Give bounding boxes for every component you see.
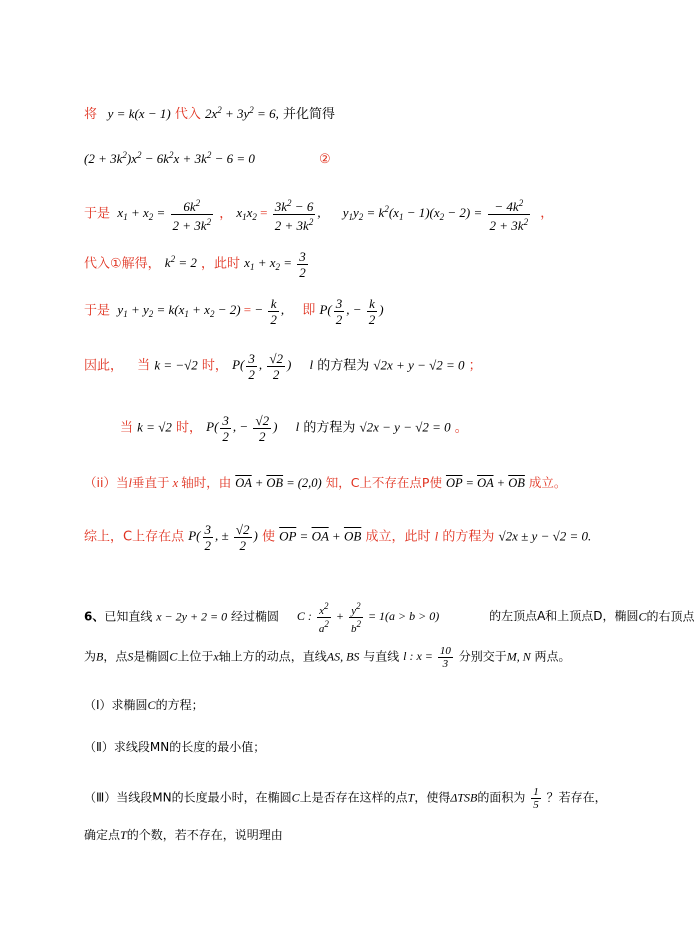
step-point-p	[84, 296, 384, 327]
q6-text-l: 两点。	[534, 649, 571, 664]
text-dang-2: 当	[120, 420, 134, 436]
q6-text-g: 是椭圆	[133, 649, 170, 664]
p3-text-a: （Ⅲ）当线段MN的长度最小时，在椭圆	[84, 790, 292, 805]
q6-text-f: ，点	[103, 649, 128, 664]
case-vertical	[84, 473, 566, 491]
question-6-line2	[84, 645, 571, 670]
line-l: l	[309, 357, 314, 373]
q6-line-x: l : x = $\frac{10}{3}$	[403, 645, 451, 670]
point-p-pm: P( $\frac{3}{2}$ , ± $\frac{√2}{2}$ )	[188, 522, 258, 553]
q6-ellipse-eq: C : $\frac{x^2}{a^2}$ + $\frac{y^2}{b^2}$ = 1(a > b > 0)	[296, 601, 440, 635]
text-dairu-jiede: 代入①解得，	[84, 256, 161, 272]
q6-c-2: C	[169, 649, 178, 664]
p3-fraction: $\frac{1}{5}$	[533, 786, 539, 811]
text-shi-3: 使	[262, 529, 276, 545]
x-axis-var: x	[169, 476, 182, 490]
p1-c: C	[147, 698, 156, 712]
equation-line: y = k(x − 1)	[101, 106, 171, 121]
text-simplify: 并化简得	[282, 107, 335, 122]
product-roots: $x_1x_2$ = $\frac{3k^2 - 6}{2 + 3k^2}$ ,	[236, 198, 321, 233]
case-negative-k	[84, 351, 482, 382]
part-1	[84, 696, 204, 713]
text-shi: 时，	[201, 358, 228, 374]
sum-y: $y_1 + y_2 = k(x_1 + x_2 - 2)$ = − $\frac{k}{2}$ ,	[114, 296, 285, 327]
p4-t: T	[120, 828, 127, 842]
vector-sum-eq: $\overline{OA} + \overline{OB} = (2,0)$	[235, 476, 322, 490]
p4-text-a: 确定点	[84, 828, 121, 842]
line-equation-pos: √2x − y − √2 = 0	[359, 419, 451, 435]
p4-text-b: 的个数，若不存在，说明理由	[126, 828, 283, 842]
point-p-neg: P( $\frac{3}{2}$ , $\frac{√2}{2}$ )	[232, 351, 292, 382]
k-squared: $k^2 = 2$	[164, 254, 197, 271]
p3-text-c: ，使得	[414, 790, 451, 805]
text-fangcheng-3: 的方程为	[442, 529, 495, 545]
conclusion	[84, 522, 591, 553]
p1-text-b: 的方程；	[155, 698, 204, 712]
text-chengli: 成立，此时	[365, 529, 431, 545]
text-yinci: 因此，	[84, 358, 124, 374]
step-vieta	[84, 196, 553, 233]
p3-triangle: ΔTSB	[450, 790, 478, 805]
q6-text-h: 上位于	[177, 649, 214, 664]
text-jiang: 将	[84, 107, 98, 122]
equation-number-2: ②	[319, 152, 331, 167]
comma-2: ，	[540, 206, 554, 222]
line-l-4: l	[434, 528, 439, 544]
part-3	[84, 786, 607, 811]
p3-text-d: 的面积为	[477, 790, 526, 805]
step-solve-k	[84, 249, 310, 280]
text-perp: 垂直于	[131, 475, 170, 490]
period: 。	[454, 420, 468, 436]
text-zongshang: 综上，C上存在点	[84, 529, 185, 545]
q6-text-b: 经过椭圆	[230, 609, 279, 624]
text-yushi: 于是	[84, 206, 111, 222]
point-p-pos: P( $\frac{3}{2}$ , − $\frac{√2}{2}$ )	[206, 413, 278, 444]
q6-text-i: 轴上方的动点，直线	[218, 649, 327, 664]
q6-s: S	[127, 649, 134, 664]
question-number: 6、	[84, 609, 105, 624]
text-shi-2: 时，	[175, 420, 202, 436]
q6-text-c: 的左顶点A和上顶点D，椭圆	[489, 609, 639, 624]
k-value-pos: k = √2	[137, 419, 172, 435]
p3-text-e: ？若存在，	[546, 790, 607, 805]
p1-text-a: （I）求椭圆	[84, 698, 148, 712]
q6-text-d: 的右顶点	[646, 609, 695, 624]
question-6-line1	[84, 600, 695, 635]
p3-t: T	[407, 790, 415, 805]
text-dang: 当	[137, 358, 151, 374]
q6-text-e: 为	[84, 649, 97, 664]
semicolon: ；	[468, 358, 482, 374]
quadratic-expression: $(2 + 3k^2)x^2 - 6k^2x + 3k^2 - 6 = 0$	[84, 150, 255, 166]
text-yushi-2: 于是	[84, 303, 111, 319]
q6-text-j: 与直线	[363, 649, 400, 664]
q6-c-1: C	[638, 609, 647, 624]
part-2	[84, 738, 265, 755]
equation-quadratic	[84, 150, 331, 167]
q6-line-eq: x − 2y + 2 = 0	[156, 609, 228, 624]
text-fangcheng: 的方程为	[317, 358, 370, 374]
p3-c: C	[291, 790, 300, 805]
vector-condition-2: $\overline{OP} = \overline{OA} + \overline{OB}$	[279, 528, 362, 544]
case-positive-k	[120, 413, 468, 444]
text-dairu: 代入	[174, 107, 201, 122]
k-value-neg: k = −√2	[154, 357, 198, 373]
text-holds: 成立。	[528, 475, 567, 490]
text-cishi: ，此时	[201, 256, 241, 272]
sum-x: $x_1 + x_2$ = $\frac{3}{2}$	[244, 249, 306, 280]
text-no-point: 知，C上不存在点P使	[325, 475, 442, 490]
text-ji: 即	[302, 303, 316, 319]
q6-as-bs: AS, BS	[326, 649, 360, 664]
q6-b: B	[96, 649, 104, 664]
step-substitute	[84, 103, 335, 122]
line-equation-final: √2x ± y − √2 = 0.	[498, 528, 592, 544]
product-y: $y_1y_2 = k^2(x_1 - 1)(x_2 - 2)$ = $\frac{- 4k^2}{2 + 3k^2}$	[342, 198, 529, 233]
point-p: P( $\frac{3}{2}$ , − $\frac{k}{2}$ )	[319, 296, 384, 327]
text-case-ii: （ii）当	[84, 475, 129, 490]
q6-mn: M, N	[506, 649, 531, 664]
p2-text-a: （Ⅱ）求线段MN的长度的最小值；	[84, 740, 266, 754]
text-axis-when: 轴时，由	[181, 475, 232, 490]
line-l-3: l	[128, 476, 132, 490]
q6-text-a: 已知直线	[104, 609, 153, 624]
comma-1: ，	[219, 206, 233, 222]
q6-text-k: 分别交于	[458, 649, 507, 664]
p3-text-b: 上是否存在这样的点	[299, 790, 408, 805]
line-l-2: l	[295, 419, 300, 435]
q6-x: x	[213, 649, 219, 664]
sum-roots: $x_1 + x_2$ = $\frac{6k^2}{2 + 3k^2}$	[114, 198, 212, 233]
line-equation-neg: √2x + y − √2 = 0	[373, 357, 465, 373]
part-3-cont	[84, 826, 283, 843]
text-fangcheng-2: 的方程为	[303, 420, 356, 436]
equation-ellipse: $2x^2 + 3y^2 = 6$,	[204, 105, 279, 121]
vector-condition: $\overline{OP} = \overline{OA} + \overline{OB}$	[445, 476, 525, 490]
